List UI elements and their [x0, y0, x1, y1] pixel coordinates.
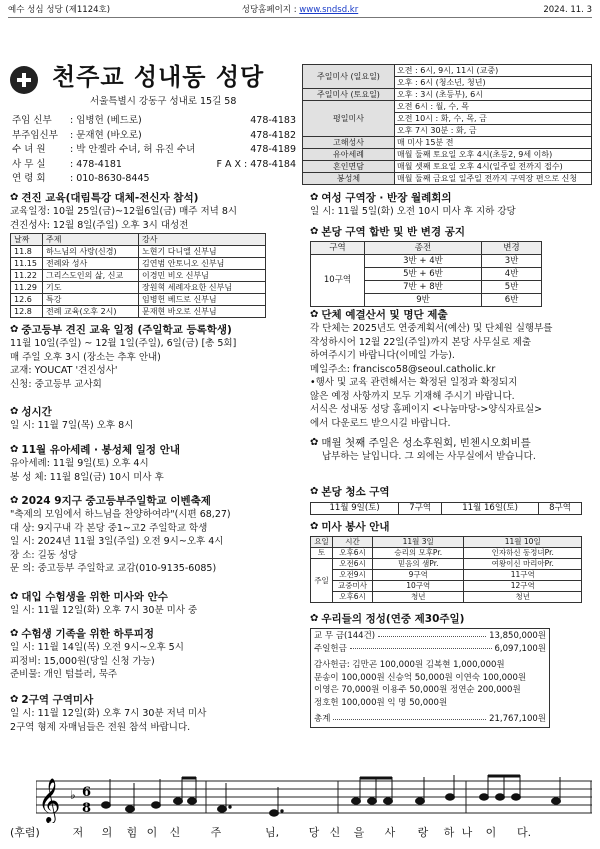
contact-key: 주임 신부 [12, 115, 52, 127]
text-line: 유아세례: 11월 9일(토) 오후 4시 [10, 458, 149, 470]
offering-amount: 6,097,100원 [494, 643, 546, 654]
table-cell: 11구역 [464, 570, 582, 581]
mass-key: 주일미사 (일요일) [303, 65, 395, 89]
table-cell: 12.6 [11, 294, 43, 306]
flower-icon: ✿ [10, 192, 19, 204]
table-cell: 11.22 [11, 270, 43, 282]
flower-icon: ✿ [10, 591, 19, 603]
section-title [10, 406, 302, 419]
table-row [311, 559, 582, 570]
table-row [11, 258, 266, 270]
contact-row [12, 158, 296, 173]
mass-key: 혼인면담 [303, 161, 395, 173]
section-title [10, 192, 302, 205]
table-row [311, 242, 542, 255]
homepage-label: 성당홈페이지 : [241, 5, 300, 16]
section-title [10, 694, 302, 707]
table-cell: 11월 9일(토) [311, 503, 399, 515]
flower-icon: ✿ [310, 226, 319, 238]
section-title [310, 309, 592, 322]
offering-section [310, 613, 592, 728]
lyric-syllable: 힘 [126, 826, 138, 839]
church-logo-icon [10, 66, 38, 94]
table-header: 종전 [365, 242, 482, 255]
dues-notice-section [310, 437, 592, 464]
note [218, 783, 232, 812]
table-header: 날짜 [11, 234, 43, 246]
lyric-syllable: 다. [516, 826, 532, 839]
flower-icon: ✿ [310, 437, 319, 449]
table-row [311, 548, 582, 559]
lyric-syllable: 하 [443, 826, 455, 839]
table-row [303, 161, 592, 173]
table-cell: 노현기 다니엘 신부님 [139, 246, 266, 258]
contact-phone: 478-4183 [250, 115, 296, 127]
bulletin-issue: 예수 성심 성당 (제1124호) [8, 5, 111, 16]
text-line: 일 시: 11월 7일(목) 오후 8시 [10, 420, 134, 432]
table-row [311, 570, 582, 581]
contact-value: : 478-4181 [70, 158, 122, 170]
cell-merge-section [310, 226, 592, 307]
table-cell: 오후6시 [333, 592, 373, 603]
mass-value: 매월 둘째 토요일 오후 4시(초등2, 9세 이하) [395, 149, 592, 161]
mass-serve-section [310, 521, 592, 603]
section-title-text: 2구역 구역미사 [21, 694, 94, 706]
time-sig-bottom: 8 [82, 801, 92, 816]
lyric-syllable: 이 [146, 826, 158, 839]
confirmation-edu-section [10, 192, 302, 318]
note [480, 775, 489, 800]
table-cell: 8구역 [539, 503, 582, 515]
text-line: •행사 및 교육 관련해서는 확정된 일정과 확정되지 [310, 377, 518, 389]
table-header: 요일 [311, 537, 333, 548]
thanks-line: 문송이 100,000원 신승억 50,000원 이연숙 100,000원 [314, 672, 527, 683]
text-line: 서식은 성내동 성당 홈페이지 <나눔마당->양식자료실> [310, 404, 543, 416]
section-title-text: 단체 예결산서 및 명단 제출 [321, 309, 448, 321]
mass-key: 고해성사 [303, 137, 395, 149]
section-title [10, 495, 302, 508]
contact-value: : 임병헌 (베드로) [70, 115, 142, 127]
text-line: 에서 다운로드 받으시길 바랍니다. [310, 417, 451, 429]
table-cell: 10구역 [311, 255, 365, 307]
section-title-text: 대입 수험생을 위한 미사와 안수 [21, 591, 168, 603]
offering-row [314, 630, 546, 643]
table-row [11, 306, 266, 318]
offering-row [314, 643, 546, 656]
lyric-syllable: 님, [264, 826, 280, 839]
table-cell: 9반 [365, 294, 482, 307]
table-cell: 전례 교육(오후 2시) [43, 306, 139, 318]
table-row [11, 282, 266, 294]
table-cell: 청년 [464, 592, 582, 603]
text-line: 봉 성 체: 11월 8일(금) 10시 미사 후 [10, 471, 164, 483]
top-bar [8, 4, 592, 18]
table-header: 11월 3일 [373, 537, 464, 548]
text-line: 준비물: 개인 텀블러, 묵주 [10, 669, 118, 681]
flower-icon: ✿ [10, 444, 19, 456]
contact-key: 수 녀 원 [12, 144, 46, 156]
table-cell: 4반 [482, 268, 542, 281]
women-meeting-section [310, 192, 592, 219]
text-line: 작성하시어 12월 22일(주일)까지 본당 사무실로 제출 [310, 336, 532, 348]
section-title [310, 613, 592, 626]
edu-schedule-table [10, 233, 266, 318]
table-cell: 주일 [311, 559, 333, 603]
lyric-syllable: 당 [308, 826, 320, 839]
thanks-line: 이영은 70,000원 이용주 50,000원 정연순 200,000원 [314, 685, 521, 696]
table-cell: 11.8 [11, 246, 43, 258]
flower-icon: ✿ [310, 613, 319, 625]
contact-row [12, 143, 296, 158]
contact-key: 연 령 회 [12, 173, 46, 185]
table-row [311, 503, 582, 515]
lyric-syllable: 을 [353, 826, 365, 839]
table-cell: 3반 + 4반 [365, 255, 482, 268]
table-cell: 7구역 [399, 503, 442, 515]
note [446, 775, 455, 800]
section-title-text: 미사 봉사 안내 [321, 521, 390, 533]
contact-phone: 478-4182 [250, 129, 296, 141]
section-title [10, 628, 302, 641]
table-cell: 기도 [43, 282, 139, 294]
text-line: 2구역 형제 자매님들은 전원 참석 바랍니다. [10, 721, 191, 733]
lyric-syllable: 저 [72, 826, 84, 839]
lyric-syllable: 신 [329, 826, 341, 839]
mass-value: 오후 : 3시 (초등부), 6시 [395, 89, 592, 101]
text-line: 문 의: 중고등부 주일학교 교감(010-9135-6085) [10, 563, 217, 575]
table-cell: 하느님의 사랑(신경) [43, 246, 139, 258]
table-header: 구역 [311, 242, 365, 255]
flower-icon: ✿ [10, 406, 19, 418]
note [102, 779, 111, 808]
flower-icon: ✿ [10, 628, 19, 640]
text-line: 일 시: 11월 12일(화) 오후 7시 30분 미사 중 [10, 605, 198, 617]
offering-box [310, 628, 550, 728]
contact-row [12, 172, 296, 187]
table-cell: 5반 [482, 281, 542, 294]
table-cell: 11.29 [11, 282, 43, 294]
section-title-text: 중고등부 견진 교육 일정 (주일학교 등록학생) [21, 324, 232, 336]
section-title [310, 486, 592, 499]
note [496, 775, 505, 800]
cleaning-section [310, 486, 592, 515]
table-cell: 오후6시 [333, 548, 373, 559]
table-header: 주제 [43, 234, 139, 246]
table-cell: 11.15 [11, 258, 43, 270]
mass-value: 오전 6시 : 월, 수, 목 [395, 101, 592, 113]
thanks-line: 정호헌 100,000원 익 명 50,000원 [314, 697, 448, 708]
text-line: 교재: YOUCAT '견진성사' [10, 365, 118, 377]
table-row [11, 246, 266, 258]
table-cell: 6반 [482, 294, 542, 307]
table-cell: 12.8 [11, 306, 43, 318]
table-row [303, 65, 592, 77]
notice-line: 납부하는 날입니다. 그 외에는 사무실에서 받습니다. [322, 451, 536, 463]
section-title-text: 본당 청소 구역 [321, 486, 390, 498]
offering-label: 교 무 금(144건) [314, 631, 376, 642]
table-row [303, 101, 592, 113]
contact-key: 사 무 실 [12, 158, 46, 170]
contact-value: : 010-8630-8445 [70, 173, 150, 185]
mass-schedule-table [302, 64, 592, 185]
time-sig-top: 6 [82, 785, 92, 800]
note [512, 775, 521, 800]
table-cell: 인자하신 동정녀Pr. [464, 548, 582, 559]
table-cell: 이경민 비오 신부님 [139, 270, 266, 282]
homepage-link[interactable]: www.sndsd.kr [299, 5, 359, 16]
section-title-text: 여성 구역장 · 반장 월례회의 [321, 192, 452, 204]
table-cell: 장원혁 세례자요한 신부님 [139, 282, 266, 294]
cell-merge-table [310, 241, 542, 307]
flower-icon: ✿ [10, 694, 19, 706]
table-row [11, 270, 266, 282]
table-cell: 3반 [482, 255, 542, 268]
section-title-text: 본당 구역 합반 및 반 변경 공지 [321, 226, 466, 238]
section-title [310, 226, 592, 239]
table-row [311, 581, 582, 592]
note [270, 787, 284, 816]
text-line: 일 시: 2024년 11월 3일(주일) 오전 9시~오후 4시 [10, 536, 224, 548]
mass-key: 봉성체 [303, 173, 395, 185]
contact-row [12, 129, 296, 144]
flower-icon: ✿ [310, 521, 319, 533]
table-row [311, 592, 582, 603]
treble-clef-icon: 𝄞 [38, 778, 61, 822]
mass-value: 매 미사 15분 전 [395, 137, 592, 149]
section-title-text: 견진 교육(대림특강 대체-전신자 참석) [21, 192, 199, 204]
table-row [303, 137, 592, 149]
offering-label: 주일헌금 [314, 643, 347, 654]
mass-value: 오전 10시 : 화, 수, 목, 금 [395, 113, 592, 125]
section-title [310, 192, 592, 205]
text-line: 않은 예정 사항까지 모두 기재해 주시기 바랍니다. [310, 390, 515, 402]
table-row [11, 234, 266, 246]
table-header: 11월 10일 [464, 537, 582, 548]
table-cell: 오전9시 [333, 570, 373, 581]
table-cell: 전례와 성사 [43, 258, 139, 270]
offering-total-label: 총계 [314, 714, 331, 725]
lyric-syllable: 나 [461, 826, 473, 839]
flower-icon: ✿ [310, 192, 319, 204]
lyric-syllable: 의 [101, 826, 113, 839]
table-cell: 승리의 모후Pr. [373, 548, 464, 559]
note [152, 779, 161, 808]
notice-line: 매월 첫째 주일은 성소후원회, 빈첸시오회비를 [321, 437, 531, 449]
section-title [10, 444, 302, 457]
email-line: 메일주소: francisco58@seoul.catholic.kr [310, 363, 496, 375]
mass-value: 오후 7시 30분 : 화, 금 [395, 125, 592, 137]
mass-serve-table [310, 536, 582, 603]
festival-section [10, 495, 302, 576]
text-line: "축제의 모임에서 하느님을 찬양하여라"(시편 68,27) [10, 509, 231, 521]
table-row [303, 173, 592, 185]
table-row [303, 149, 592, 161]
lyric-syllable: 사 [384, 826, 396, 839]
text-line: 피정비: 15,000원(당일 신청 가능) [10, 655, 155, 667]
cleaning-table [310, 502, 582, 515]
table-cell: 여왕이신 마리아Pr. [464, 559, 582, 570]
text-line: 일 시: 11월 5일(화) 오전 10시 미사 후 지하 강당 [310, 206, 516, 218]
page-title: 천주교 성내동 성당 [52, 63, 265, 91]
bulletin-date: 2024. 11. 3 [543, 5, 592, 16]
section-title-text: 우리들의 정성(연중 제30주일) [321, 613, 465, 625]
table-cell: 그리스도인의 삶, 신교 [43, 270, 139, 282]
table-cell: 청년 [373, 592, 464, 603]
exam-retreat-section [10, 628, 302, 682]
baptism-section [10, 444, 302, 484]
text-line: 장 소: 길동 성당 [10, 549, 78, 561]
table-cell: 7반 + 8반 [365, 281, 482, 294]
lyric-syllable: 주 [210, 826, 222, 839]
mass-key: 주일미사 (토요일) [303, 89, 395, 101]
text-line: 신청: 중고등부 교사회 [10, 378, 102, 390]
contact-row [12, 114, 296, 129]
flower-icon: ✿ [310, 486, 319, 498]
edu-line: 견진성사: 12월 8일(주일) 오후 3시 대성전 [10, 219, 189, 231]
refrain-label: (후렴) [10, 826, 40, 839]
table-cell: 믿음의 샘Pr. [373, 559, 464, 570]
mass-value: 오후 : 6시 (청소년, 청년) [395, 77, 592, 89]
text-line: 일 시: 11월 12일(화) 오후 7시 30분 저녁 미사 [10, 708, 207, 720]
budget-section [310, 309, 592, 430]
section-title-text: 수험생 기족을 위한 하루피정 [21, 628, 155, 640]
table-cell: 11월 16일(토) [442, 503, 539, 515]
flower-icon: ✿ [10, 495, 19, 507]
flower-icon: ✿ [310, 309, 319, 321]
homepage-line [188, 5, 412, 16]
contact-value: : 문재현 (바오로) [70, 129, 142, 141]
contact-key: 부주임신부 [12, 129, 58, 141]
flower-icon: ✿ [10, 324, 19, 336]
lyric-syllable: 신 [169, 826, 181, 839]
table-cell: 문재현 바오로 신부님 [139, 306, 266, 318]
table-cell: 토 [311, 548, 333, 559]
table-row [303, 89, 592, 101]
contact-phone: 478-4189 [250, 144, 296, 156]
edu-line: 교육일정: 10월 25일(금)~12월6일(금) 매주 저녁 8시 [10, 206, 238, 218]
table-cell: 교중미사 [333, 581, 373, 592]
section-title [10, 324, 302, 337]
section-title-text: 2024 9지구 중고등부주일학교 이벤축제 [21, 495, 211, 507]
section-title [10, 591, 302, 604]
table-cell: 10구역 [373, 581, 464, 592]
table-header: 시간 [333, 537, 373, 548]
text-line: 각 단체는 2025년도 연중계획서(예산) 및 단체원 실행부를 [310, 323, 553, 335]
section-title-text: 11월 유아세례 · 봉성체 일정 안내 [21, 444, 180, 456]
text-line: 대 상: 9지구내 각 본당 중1~고2 주일학교 학생 [10, 522, 208, 534]
church-address: 서울특별시 강동구 성내로 15길 58 [90, 96, 237, 107]
lyrics-line [10, 826, 592, 840]
district-mass-section [10, 694, 302, 734]
table-cell: 9구역 [373, 570, 464, 581]
exam-mass-section [10, 591, 302, 618]
clergy-contacts [12, 114, 296, 187]
section-title-text: 성시간 [21, 406, 52, 418]
contact-value: : 박 안젤라 수녀, 허 유진 수녀 [70, 144, 196, 156]
table-row [311, 255, 542, 268]
table-row [311, 537, 582, 548]
table-cell: 임병헌 베드로 신부님 [139, 294, 266, 306]
text-line: 하여주시기 바랍니다(이메일 가능). [310, 350, 455, 362]
table-cell: 12구역 [464, 581, 582, 592]
text-line: 매 주일 오후 3시 (장소는 추후 안내) [10, 351, 161, 363]
lyric-syllable: 이 [485, 826, 497, 839]
youth-confirmation-section [10, 324, 302, 391]
table-cell: 김연범 안토니오 신부님 [139, 258, 266, 270]
table-cell: 오전6시 [333, 559, 373, 570]
mass-key: 유아세례 [303, 149, 395, 161]
offering-amount: 13,850,000원 [489, 631, 546, 642]
section-title [310, 521, 592, 534]
contact-phone: F A X : 478-4184 [216, 158, 296, 170]
mass-value: 매월 셋째 토요일 오후 4시(일주일 전까지 접수) [395, 161, 592, 173]
offering-total-row [314, 713, 546, 726]
thanks-line: 감사헌금: 김만곤 100,000원 김복현 1,000,000원 [314, 660, 505, 671]
offering-total: 21,767,100원 [489, 714, 546, 725]
mass-value: 오전 : 6시, 9시, 11시 (교중) [395, 65, 592, 77]
holy-hour-section [10, 406, 302, 433]
table-row [11, 294, 266, 306]
mass-key: 평일미사 [303, 101, 395, 137]
mass-value: 매월 둘째 금요일 일주일 전까지 구역장 편으로 신청 [395, 173, 592, 185]
section-title [310, 437, 592, 450]
text-line: 11월 10일(주일) ~ 12월 1일(주일), 6일(금) [총 5회] [10, 338, 237, 350]
lyric-syllable: 랑 [417, 826, 429, 839]
table-cell: 특강 [43, 294, 139, 306]
music-staff [36, 773, 592, 823]
table-header: 변경 [482, 242, 542, 255]
table-header: 강사 [139, 234, 266, 246]
text-line: 일 시: 11월 14일(목) 오전 9시~오후 5시 [10, 642, 184, 654]
note [126, 783, 135, 812]
flat-icon: ♭ [70, 788, 76, 802]
table-cell: 5반 + 6반 [365, 268, 482, 281]
